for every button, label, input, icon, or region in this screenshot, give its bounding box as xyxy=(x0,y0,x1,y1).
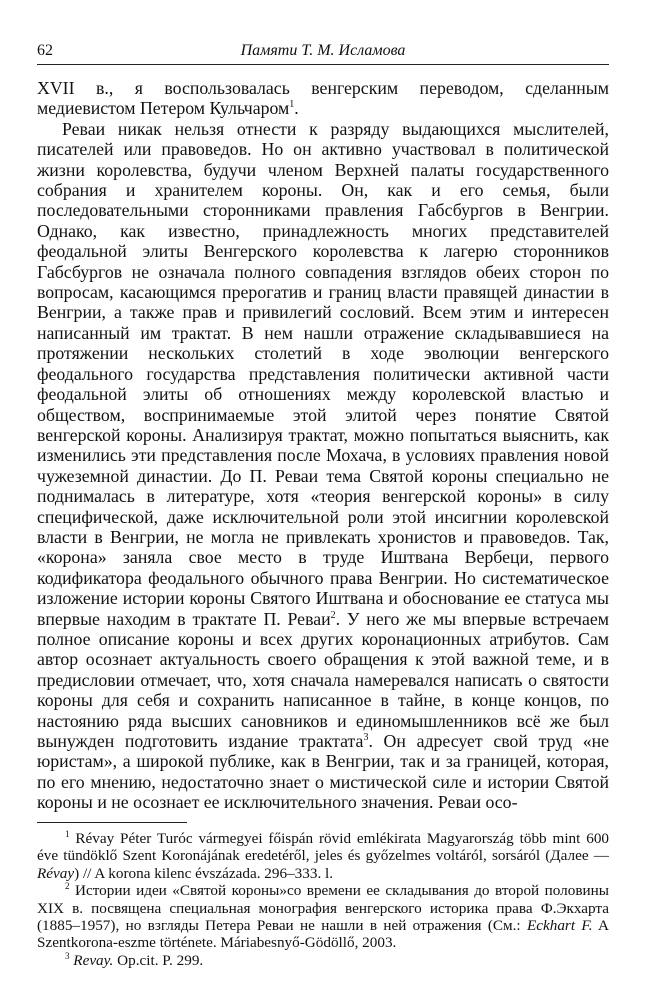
page-header xyxy=(37,42,609,64)
paragraph-2 xyxy=(37,119,609,813)
footnote-1-end: ) // A korona kilenc évszázada. 296–333. l. xyxy=(74,864,334,882)
header-rule xyxy=(37,64,609,65)
footnote-1-text: Révay Péter Turóc vármegyei főispán rövid emlékirata Magyarország több mint 600 éve tündöklő Szent Koronájának eredetéről, jeles és győzelmes voltáról, sorsáról (Далее — xyxy=(37,830,610,865)
footnote-1-italic: Révay xyxy=(37,864,75,882)
paragraph-2-text-c: . Он адресует свой труд «не юристам», а широкой публике, как в Венгрии, так и за границей, которая, по его мнению, недостаточно знает о мистической силе и истории Святой короны и не осознает ее исключительного значения. Реваи осо- xyxy=(37,731,610,813)
paragraph-2-text-a: Реваи никак нельзя отнести к разряду выдающихся мыслителей, писателей или правоведов. Но он активно участвовал в политической жизни королевства, будучи членом Верхней палаты государственного собрания и хранителем короны. Он, как и его семья, были последовательными сторонниками правления Габсбургов в Венгрии. Однако, как известно, принадлежность многих представителей феодальной элиты Венгерского королевства к лагерю сторонников Габсбургов не означала полного совпадения взглядов обеих сторон по вопросам, касающимся прерогатив и границ власти правящей династии в Венгрии, а также прав и привилегий сословий. Всем этим и интересен написанный им трактат. В нем нашли отражение складывавшиеся на протяжении нескольких столетий в ходе эволюции венгерского феодального государства представления политически активной части феодальной элиты об отношениях между королевской властью и обществом, воспринимаемые этой элитой через понятие Святой венгерской короны. Анализируя трактат, можно попытаться выяснить, как изменились эти представления после Мохача, в условиях правления новой чужеземной династии. До П. Реваи тема Святой короны специально не поднималась в литературе, хотя «теория венгерской короны» в силу специфической, даже исключительной роли этой инсигнии королевской власти в Венгрии, не могла не привлекать хронистов и правоведов. Так, «корона» заняла свое место в труде Иштвана Вербеци, первого кодификатора феодального обычного права Венгрии. Но систематическое изложение истории короны Святого Иштвана и обоснование ее статуса мы впервые находим в трактате П. Реваи xyxy=(37,118,609,629)
footnote-3-number: 3 xyxy=(65,950,70,961)
footnote-ref-1: 1 xyxy=(289,99,295,111)
footnote-1-number: 1 xyxy=(65,829,70,839)
footnote-3 xyxy=(37,952,609,969)
paragraph-1-text: XVII в., я воспользовалась венгерским переводом, сделанным медиевистом Петером Кульчаром xyxy=(37,78,609,119)
footnote-2 xyxy=(37,882,609,952)
footnote-2-end: A Szentkorona-eszme története. Máriabesnyő-Gödöllő, 2003. xyxy=(37,917,609,952)
footnote-ref-3: 3 xyxy=(363,732,369,743)
footnote-2-text: Истории идеи «Святой короны»со времени ее складывания до второй половины XIX в. посвящена специальная монография венгерского историка права Ф.Экхарта (1885–1957), но взгляды Петера Реваи не нашли в ней отражения (См.: xyxy=(37,882,609,935)
footnote-2-italic: Eckhart F. xyxy=(526,917,593,935)
footnote-rule xyxy=(37,822,187,823)
paragraph-1-end: . xyxy=(294,98,299,119)
paragraph-2-text-b: . У него же мы впервые встречаем полное описание короны и всех других коронационных атрибутов. Сам автор осознает актуальность своего обращения к этой важной теме, и в предисловии отмечает, что, хотя сначала намеревался написать о святости короны для себя и сохранить написанное в тайне, в конце концов, по настоянию ряда высших сановников и единомышленников всё же был вынужден подготовить издание трактата xyxy=(37,608,609,751)
footnote-2-number: 2 xyxy=(65,881,70,892)
footnote-1 xyxy=(37,830,609,882)
footnotes xyxy=(37,830,609,969)
footnote-ref-2: 2 xyxy=(330,609,336,621)
paragraph-1 xyxy=(37,78,609,119)
running-title: Памяти Т. М. Исламова xyxy=(240,42,406,59)
main-text xyxy=(37,78,609,813)
page-number: 62 xyxy=(37,42,53,59)
footnote-3-end: Op.cit. P. 299. xyxy=(113,951,204,969)
footnote-3-italic: Revay. xyxy=(73,951,114,969)
